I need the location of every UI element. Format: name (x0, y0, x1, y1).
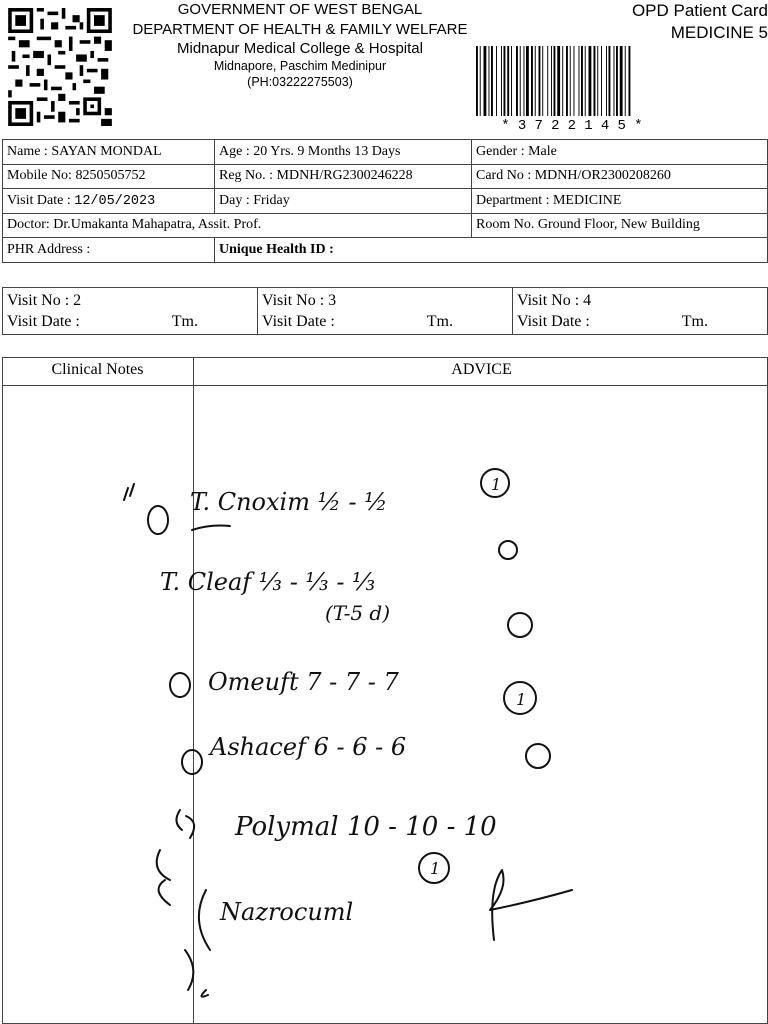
barcode-bar (491, 46, 493, 116)
patient-gender: Gender : Male (472, 140, 768, 165)
header-department: DEPARTMENT OF HEALTH & FAMILY WELFARE (132, 21, 468, 38)
barcode-bar (597, 46, 598, 116)
unique-health-id: Unique Health ID : (215, 238, 768, 263)
barcode-bar (570, 46, 571, 116)
advice-heading: ADVICE (451, 361, 512, 378)
barcode-bar (581, 46, 583, 116)
barcode-bar (526, 46, 529, 116)
barcode-bar (539, 46, 541, 116)
visit-date-label: Visit Date : (7, 192, 71, 208)
rx-line-1: T. Cnoxim ½ - ½ (190, 488, 388, 516)
visit-no: Visit No : 2 (7, 292, 82, 309)
phr-address: PHR Address : (3, 238, 215, 263)
barcode-bar (542, 46, 543, 116)
patient-name: Name : SAYAN MONDAL (3, 140, 215, 165)
barcode-bar (489, 46, 490, 116)
number-circle (148, 506, 168, 534)
dose-number: 1 (491, 475, 502, 494)
barcode-bar (579, 46, 580, 116)
barcode-bar (551, 46, 552, 116)
visit-date-value: 12/05/2023 (74, 193, 156, 209)
barcode-bar (520, 46, 521, 116)
barcode-bar (524, 46, 525, 116)
rx-line-3: Omeuft 7 - 7 - 7 (208, 668, 399, 696)
barcode-bar (614, 46, 615, 116)
patient-age: Age : 20 Yrs. 9 Months 13 Days (215, 140, 472, 165)
margin-mark (176, 810, 194, 838)
patient-reg-no: Reg No. : MDNH/RG2300246228 (215, 164, 472, 189)
dose-circle (526, 744, 550, 768)
barcode (472, 46, 680, 122)
barcode-bar (609, 46, 611, 116)
dose-circle (499, 541, 517, 559)
barcode-bar (566, 46, 568, 116)
visit-time-label: Tm. (426, 313, 453, 330)
number-circle (182, 750, 202, 774)
handwritten-prescription (110, 450, 730, 1010)
barcode-bar (531, 46, 533, 116)
patient-info-table (2, 139, 768, 263)
barcode-bar (511, 46, 512, 116)
rx-line-6: Nazrocuml (220, 898, 354, 926)
barcode-bar (476, 46, 478, 116)
qr-code (8, 8, 112, 126)
barcode-bar (535, 46, 536, 116)
patient-card-no: Card No : MDNH/OR2300208260 (472, 164, 768, 189)
barcode-bar (554, 46, 556, 116)
barcode-bar (501, 46, 502, 116)
visit-date-cell (3, 189, 215, 214)
card-title: OPD Patient Card (631, 1, 768, 20)
margin-mark (185, 890, 210, 997)
visit-date-label: Visit Date : (517, 313, 590, 330)
visit-4 (513, 288, 768, 335)
visit-date-label: Visit Date : (7, 313, 80, 330)
notes-header-divider (2, 385, 768, 386)
barcode-number: *3722145* (501, 118, 651, 134)
barcode-bar (629, 46, 631, 116)
clinical-notes-heading: Clinical Notes (51, 361, 144, 378)
rx-line-2-duration: (T-5 d) (325, 601, 391, 625)
margin-mark (124, 484, 134, 500)
header-phone: (PH:03222275503) (247, 75, 353, 89)
barcode-bar (616, 46, 618, 116)
header-address: Midnapore, Paschim Medinipur (213, 59, 387, 73)
dose-number: 1 (430, 859, 441, 878)
barcode-bar (557, 46, 560, 116)
barcode-bar (589, 46, 592, 116)
underline (192, 526, 230, 531)
barcode-bar (606, 46, 607, 116)
visits-table (2, 287, 768, 335)
barcode-bar (547, 46, 548, 116)
barcode-bar (594, 46, 596, 116)
header-hospital: Midnapur Medical College & Hospital (177, 40, 423, 57)
patient-mobile: Mobile No: 8250505752 (3, 164, 215, 189)
barcode-bar (516, 46, 518, 116)
barcode-bar (484, 46, 487, 116)
visit-2 (3, 288, 258, 335)
visit-time-label: Tm. (681, 313, 708, 330)
doctor: Doctor: Dr.Umakanta Mahapatra, Assit. Prof. (3, 213, 472, 238)
room-no: Room No. Ground Floor, New Building (472, 213, 768, 238)
doctor-signature (490, 870, 572, 940)
rx-line-4: Ashacef 6 - 6 - 6 (210, 733, 407, 761)
margin-mark (157, 850, 170, 905)
visit-no: Visit No : 4 (517, 292, 592, 309)
visit-time-label: Tm. (171, 313, 198, 330)
rx-line-5: Polymal 10 - 10 - 10 (235, 812, 497, 842)
visit-day: Day : Friday (215, 189, 472, 214)
barcode-bar (496, 46, 497, 116)
department: Department : MEDICINE (472, 189, 768, 214)
barcode-bar (601, 46, 602, 116)
barcode-bar (562, 46, 563, 116)
header-government: GOVERNMENT OF WEST BENGAL (177, 1, 423, 18)
number-circle (170, 673, 190, 697)
dose-number: 1 (516, 690, 527, 709)
card-department: MEDICINE 5 (670, 23, 768, 42)
barcode-bar (507, 46, 509, 116)
barcode-bar (480, 46, 481, 116)
rx-line-2: T. Cleaf ⅓ - ⅓ - ⅓ (160, 568, 376, 596)
visit-3 (258, 288, 513, 335)
barcode-bar (585, 46, 586, 116)
visit-date-label: Visit Date : (262, 313, 335, 330)
barcode-bar (574, 46, 575, 116)
dose-circle (508, 613, 532, 637)
barcode-bar (625, 46, 626, 116)
barcode-bar (620, 46, 623, 116)
barcode-bar (504, 46, 506, 116)
visit-no: Visit No : 3 (262, 292, 337, 309)
